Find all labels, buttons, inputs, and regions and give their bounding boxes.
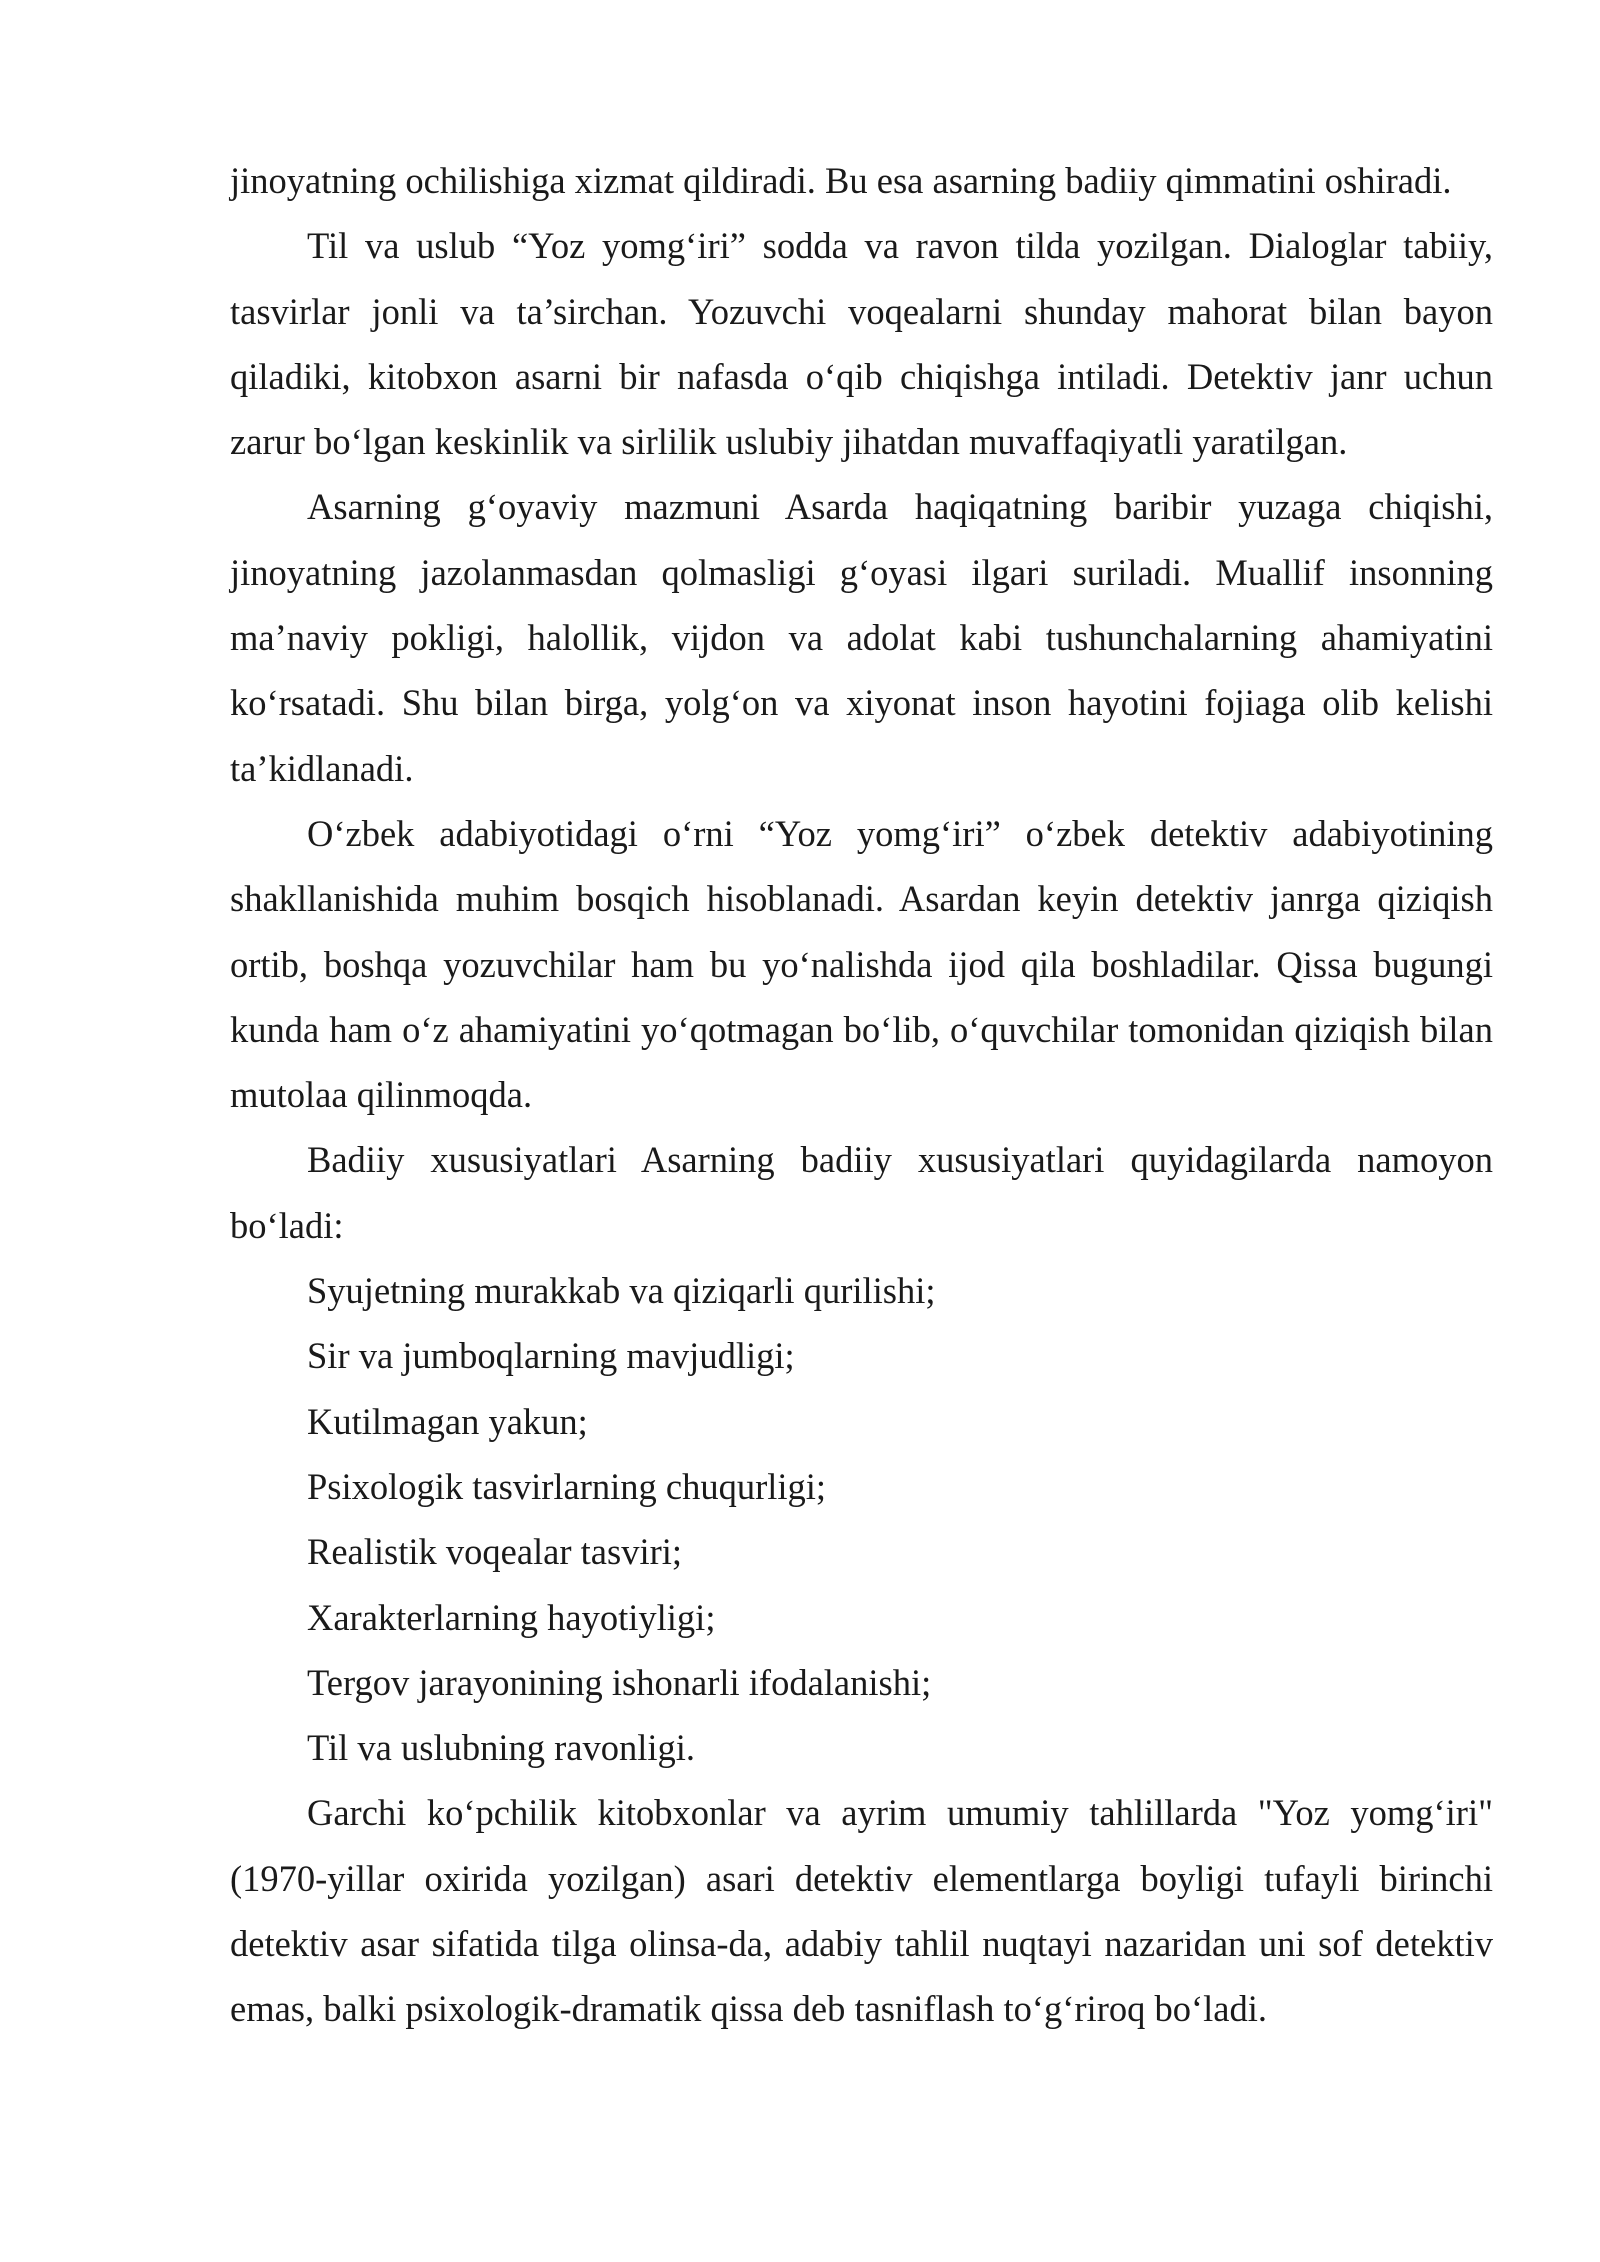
paragraph-continued: jinoyatning ochilishiga xizmat qildiradi. Bu esa asarning badiiy qimmatini oshiradi. — [230, 160, 1452, 201]
list-item: Syujetning murakkab va qiziqarli qurilishi; — [307, 1270, 936, 1312]
list-item: Sir va jumboqlarning mavjudligi; — [307, 1335, 795, 1377]
features-list — [230, 1258, 1493, 1780]
list-item: Tergov jarayonining ishonarli ifodalanishi; — [307, 1661, 932, 1703]
paragraph-ideological-content: Asarning g‘oyaviy mazmuni Asarda haqiqatning baribir yuzaga chiqishi, jinoyatning jazolanmasdan qolmasligi g‘oyasi ilgari suriladi. Muallif insonning ma’naviy pokligi, halollik, vijdon va adolat kabi tushunchalarning ahamiyatini ko‘rsatadi. Shu bilan birga, yolg‘on va xiyonat inson hayotini fojiaga olib kelishi ta’kidlanadi. — [230, 486, 1493, 789]
paragraph-artistic-features: Badiiy xususiyatlari Asarning badiiy xususiyatlari quyidagilarda namoyon bo‘ladi: — [230, 1139, 1493, 1246]
paragraph-language-style: Til va uslub “Yoz yomg‘iri” sodda va ravon tilda yozilgan. Dialoglar tabiiy, tasvirlar jonli va ta’sirchan. Yozuvchi voqealarni shunday mahorat bilan bayon qiladiki, kitobxon asarni bir nafasda o‘qib chiqishga intiladi. Detektiv janr uchun zarur bo‘lgan keskinlik va sirlilik uslubiy jihatdan muvaffaqiyatli yaratilgan. — [230, 225, 1493, 463]
list-item: Xarakterlarning hayotiyligi; — [307, 1596, 716, 1638]
body-text — [230, 148, 1493, 2042]
paragraph-place-in-literature: O‘zbek adabiyotidagi o‘rni “Yoz yomg‘iri” o‘zbek detektiv adabiyotining shakllanishida muhim bosqich hisoblanadi. Asardan keyin detektiv janrga qiziqish ortib, boshqa yozuvchilar ham bu yo‘nalishda ijod qila boshladilar. Qissa bugungi kunda ham o‘z ahamiyatini yo‘qotmagan bo‘lib, o‘quvchilar tomonidan qiziqish bilan mutolaa qilinmoqda. — [230, 812, 1493, 1116]
list-item: Kutilmagan yakun; — [307, 1400, 588, 1442]
list-item: Realistik voqealar tasviri; — [307, 1531, 683, 1573]
list-item: Til va uslubning ravonligi. — [307, 1727, 696, 1769]
paragraph-classification: Garchi ko‘pchilik kitobxonlar va ayrim umumiy tahlillarda "Yoz yomg‘iri" (1970-yillar oxirida yozilgan) asari detektiv elementlarga boyligi tufayli birinchi detektiv asar sifatida tilga olinsa-da, adabiy tahlil nuqtayi nazaridan uni sof detektiv emas, balki psixologik-dramatik qissa deb tasniflash to‘g‘riroq bo‘ladi. — [230, 1792, 1493, 2030]
list-item: Psixologik tasvirlarning chuqurligi; — [307, 1465, 827, 1507]
